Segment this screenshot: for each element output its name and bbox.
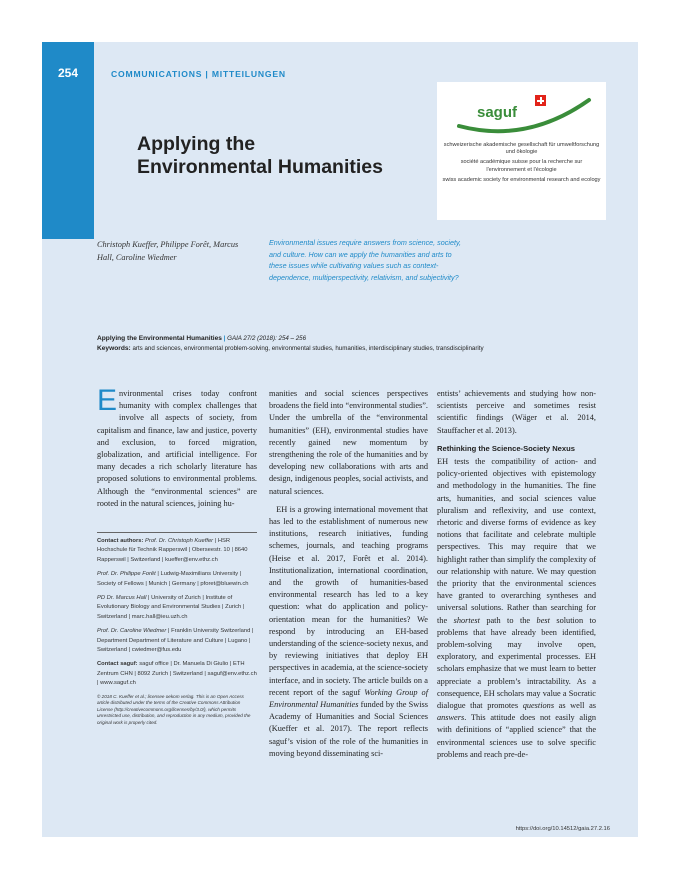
drop-cap: E [97,384,118,417]
contact-saguf-details: saguf office | Dr. Manuela Di Giulio | ETH Zentrum CHN | 8092 Zurich | Switzerland | saguf@env.ethz.ch | www.saguf.ch [97,661,257,687]
col3-p2-italic-2: best [536,615,550,625]
col3-p2-italic-1: shortest [453,615,480,625]
citation-line [97,334,617,344]
subheading: Rethinking the Science-Society Nexus [437,443,575,453]
citation-title: Applying the Environmental Humanities [97,335,222,342]
saguf-logo [437,82,606,220]
page-number: 254 [57,66,79,80]
logo-swoosh-icon [437,82,606,142]
citation-separator: | [223,335,226,342]
logo-wordmark: saguf [477,104,518,121]
title-line-2: Environmental Humanities [137,156,383,178]
keywords-label: Keywords: [97,344,131,352]
col3-p2-italic-4: answers [437,713,465,723]
col3-paragraph-1: entists’ achievements and studying how non-scientists perceive and sometimes resist scientific findings (Wäger et al. 2014, Stauffacher et al. 2013). [437,389,596,435]
section-label: COMMUNICATIONS | MITTEILUNGEN [111,69,286,79]
contact-saguf [97,660,257,688]
col3-p2-c: solution to problems that have already been identified, problem-solving may involve open, exploratory, and experimental processes. EH scholars emphasize that we must learn to better appreciate a problem’s intractability. As a consequence, EH scholars may value a Socratic dialogue that promotes [437,615,597,711]
contact-1-details: HSR Hochschule für Technik Rapperswil | Oberseestr. 10 | 8640 Rapperswil | Switzerland | kueffer@env.ethz.ch [97,538,248,563]
col2-p2-text-a: EH is a growing international movement that has led to the establishment of numerous new institutions, research initiatives, funding schemes, journals, and teaching programs (Heise et al. 2017, Forêt et al. 2014). Institutionalization, international coordination, and the growth of humanities-based environmental research has led to a key question: what do application and policy-orientation mean for the humanities? We respond by introducing an EH-based understanding of the science-society nexus, and by reviewing initiatives that deploy EH perspectives in academia, at the science-society interface, and in society. The article builds on a recent report of the saguf [269,504,428,697]
col3-paragraph-2 [437,456,596,761]
col3-p2-a: EH tests the compatibility of action- and policy-oriented objectives with epistemology and methodology in the humanities. The fine arts, humanities, and social sciences value pluralism and reflexivity, and use context, rhetoric and diverse forms of evidence as key notions that facilitate and celebrate multiple perspectives. This may require that we highlight rather than simplify the complexity of our relationship with nature. We may question the priority that the environmental sciences have granted to overarching syntheses and universal solutions. Rather than searching for the [437,457,596,625]
contact-4-name: Prof. Dr. Caroline Wiedmer [97,628,167,635]
col3-p2-italic-3: questions [522,701,555,711]
col3-p2-b: path to the [479,615,537,625]
contact-1: Contact authors: Prof. Dr. Christoph Kueffer | HSR Hochschule für Technik Rapperswil | Oberseestr. 10 | 8640 Rapperswil | Switzerland | kueffer@env.ethz.ch [97,538,248,563]
abstract: Environmental issues require answers from science, society, and culture. How can we apply the humanities and arts to these issues while cultivating values such as context-dependence, multiperspectivity, relativism, and subjectivity? [269,238,462,282]
body-column-3 [437,388,596,767]
body-column-2 [269,388,428,766]
col2-p2-text-b: funded by the Swiss Academy of Humanities and Social Sciences (Kueffer et al. 2017). The report reflects saguf’s vision of the role of the humanities in moving beyond disseminating sci- [269,700,428,758]
col2-paragraph-1: manities and social sciences perspectives broadens the field into “environmental studies”. Under the umbrella of the “environmental humanities” (EH), environmental studies have recently gained new momentum by strengthening the role of the humanities and by developing new collaborations with arts and design, indigenous peoples, social activists, and natural sciences. [269,389,428,496]
contact-3-details: University of Zurich | Institute of Evolutionary Biology and Environmental Studies | Zurich | Switzerland | marc.hall@ieu.uzh.ch [97,595,245,620]
col2-paragraph-2 [269,504,428,760]
contact-3-name: PD Dr. Marcus Hall [97,595,147,602]
logo-description [441,142,602,187]
contact-4-details: Franklin University Switzerland | Department Department of Literature and Culture | Lugano | Switzerland | cwiedmer@fus.edu [97,628,254,654]
logo-line-de: schweizerische akademische gesellschaft für umweltforschung und ökologie [443,142,600,156]
contact-authors-label: Contact authors: [97,538,144,544]
contact-1-name: Prof. Dr. Christoph Kueffer [145,538,214,544]
col3-p2-e: . This attitude does not easily align with definitions of “applied science” that the environmental sciences use to solve specific problems and reach pre-de- [437,713,596,759]
article-title [137,133,427,179]
col3-p2-d: as well as [554,701,596,711]
keywords: arts and sciences, environmental problem-solving, environmental studies, humanities, interdisciplinary studies, transdisciplinarity [132,344,484,352]
col2-p2-italic: Working Group of Environmental Humanities [269,687,428,710]
contact-2-name: Prof. Dr. Philippe Forêt [97,571,156,578]
body-column-1 [97,384,257,516]
contact-2-details: Ludwig-Maximilians University | Society of Fellows | Munich | Germany | pforet@bluewin.ch [97,571,249,587]
contact-2: Prof. Dr. Philippe Forêt | Ludwig-Maximilians University | Society of Fellows | Munich | Germany | pforet@bluewin.ch [97,571,249,587]
logo-line-fr: société académique suisse pour la recherche sur l'environnement et l'écologie [460,159,583,173]
contact-block [97,532,257,732]
keywords-line [97,344,617,354]
license-notice: © 2018 C. Kueffer et al.; licensee oekom verlag. This is an Open Access article distributed under the terms of the Creative Commons Attribution License (http://creativecommons.org/licenses/by/3.0/), which permits unrestricted use, distribution, and reproduction in any medium, provided the original work is properly cited. [97,693,251,726]
logo-line-en: swiss academic society for environmental research and ecology [442,176,601,183]
contact-saguf-label: Contact saguf: [97,661,138,668]
citation-reference: GAIA 27/2 (2018): 254 – 256 [227,335,307,342]
contact-4: Prof. Dr. Caroline Wiedmer | Franklin University Switzerland | Department Department of Literature and Culture | Lugano | Switzerland | cwiedmer@fus.edu [97,628,254,654]
doi-link[interactable]: https://doi.org/10.14512/gaia.27.2.16 [515,826,610,832]
col1-text: nvironmental crises today confront humanity with complex challenges that involve all aspects of society, from capitalism and finance, law and justice, poverty and exclusion, to forced migration, globalization, and artificial intelligence. For many decades a rich scholarly literature has proposed solutions to environmental problems. Although the “environmental sciences” are rooted in the natural sciences, joining hu- [97,389,257,508]
swiss-flag-icon [535,95,546,106]
contact-3: PD Dr. Marcus Hall | University of Zurich | Institute of Evolutionary Biology and Environmental Studies | Zurich | Switzerland | marc.hall@ieu.uzh.ch [97,595,245,620]
citation-block [97,334,617,353]
col1-paragraph [97,384,257,510]
author-list: Christoph Kueffer, Philippe Forêt, Marcus Hall, Caroline Wiedmer [97,240,239,262]
title-line-1: Applying the [137,133,256,155]
